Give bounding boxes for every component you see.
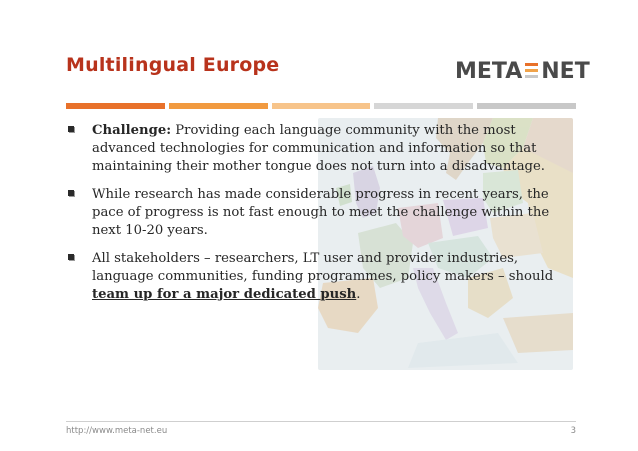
bullet-text: While research has made considerable progress in recent years, the pace of progress is not fast enough to meet the challenge within the next 10-20 years. bbox=[92, 187, 550, 238]
square-bullet-icon bbox=[68, 190, 74, 196]
slide-title: Multilingual Europe bbox=[66, 54, 280, 76]
divider-segment bbox=[272, 103, 371, 109]
footer-url: http://www.meta-net.eu bbox=[66, 426, 168, 436]
bullet-text: All stakeholders – researchers, LT user and provider industries, language communities, funding programmes, policy makers – should bbox=[92, 251, 554, 284]
meta-net-logo bbox=[455, 57, 590, 85]
bullet-highlight: team up for a major dedicated push bbox=[92, 287, 357, 302]
square-bullet-icon bbox=[68, 126, 74, 132]
list-item bbox=[68, 250, 566, 304]
list-item bbox=[68, 122, 566, 176]
footer-divider bbox=[66, 421, 576, 422]
divider-segment bbox=[66, 103, 165, 109]
divider-segment bbox=[477, 103, 576, 109]
logo-text-meta: META bbox=[455, 58, 523, 84]
bullet-text: Providing each language community with the most advanced technologies for communication and information so that maintaining their mother tongue does not turn into a disadvantage. bbox=[92, 123, 545, 174]
bullet-list bbox=[68, 122, 566, 314]
square-bullet-icon bbox=[68, 254, 74, 260]
color-bar-divider bbox=[66, 103, 576, 109]
list-item bbox=[68, 186, 566, 240]
bullet-text-end: . bbox=[356, 287, 361, 302]
logo-separator-icon bbox=[525, 60, 538, 82]
divider-segment bbox=[169, 103, 268, 109]
divider-segment bbox=[374, 103, 473, 109]
page-number: 3 bbox=[570, 426, 576, 436]
bullet-lead: Challenge: bbox=[92, 123, 172, 138]
logo-text-net: NET bbox=[541, 58, 590, 84]
